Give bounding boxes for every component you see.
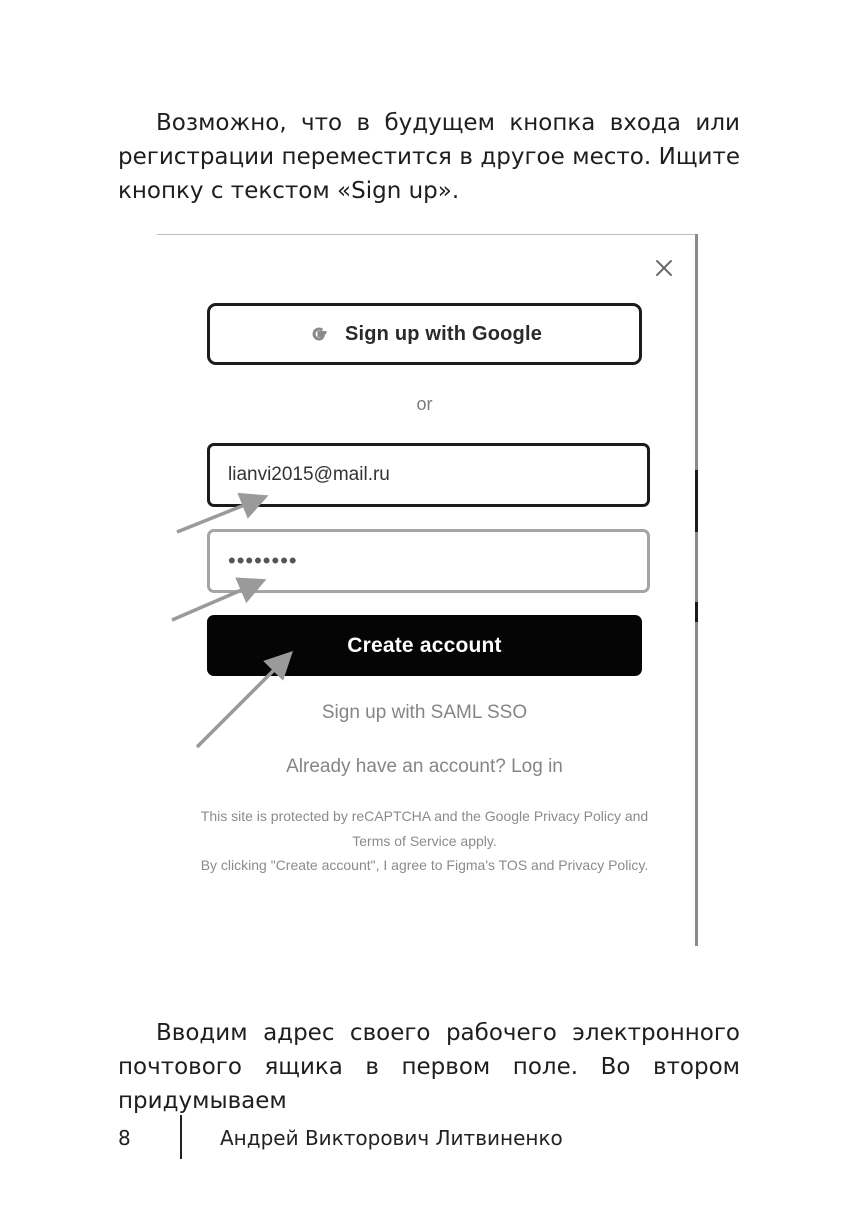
page-number: 8: [118, 1126, 131, 1150]
signup-screenshot: [157, 234, 698, 946]
close-icon[interactable]: [652, 256, 676, 280]
password-field[interactable]: [207, 529, 650, 593]
footer-divider: [180, 1115, 182, 1159]
paragraph-bottom: Вводим адрес своего рабочего электронного почтового ящика в первом поле. Во втором придумываем: [118, 1020, 740, 1114]
footer-author: Андрей Викторович Литвиненко: [220, 1126, 563, 1150]
google-g-icon: [307, 322, 331, 346]
email-value: lianvi2015@mail.ru: [228, 464, 390, 485]
google-signup-button[interactable]: [207, 303, 642, 365]
recaptcha-notice: This site is protected by reCAPTCHA and the Google Privacy Policy and Terms of Service apply.: [200, 808, 649, 849]
google-signup-label: Sign up with Google: [344, 322, 543, 345]
or-divider: or: [416, 394, 433, 414]
create-account-button[interactable]: [207, 615, 642, 676]
figure-edge-mark: [695, 470, 698, 532]
password-value: ••••••••: [228, 548, 298, 573]
terms-notice: By clicking "Create account", I agree to Figma's TOS and Privacy Policy.: [200, 857, 649, 873]
saml-sso-link[interactable]: Sign up with SAML SSO: [321, 702, 528, 723]
create-account-label: Create account: [347, 633, 502, 657]
paragraph-top: Возможно, что в будущем кнопка входа или регистрации переместится в другое место. Ищите кнопку с текстом «Sign up».: [118, 110, 740, 204]
figure-edge-mark: [695, 602, 698, 622]
email-field[interactable]: [207, 443, 650, 507]
login-link[interactable]: Already have an account? Log in: [286, 756, 563, 777]
figure-right-border: [695, 234, 698, 946]
figure-top-border: [157, 234, 698, 235]
